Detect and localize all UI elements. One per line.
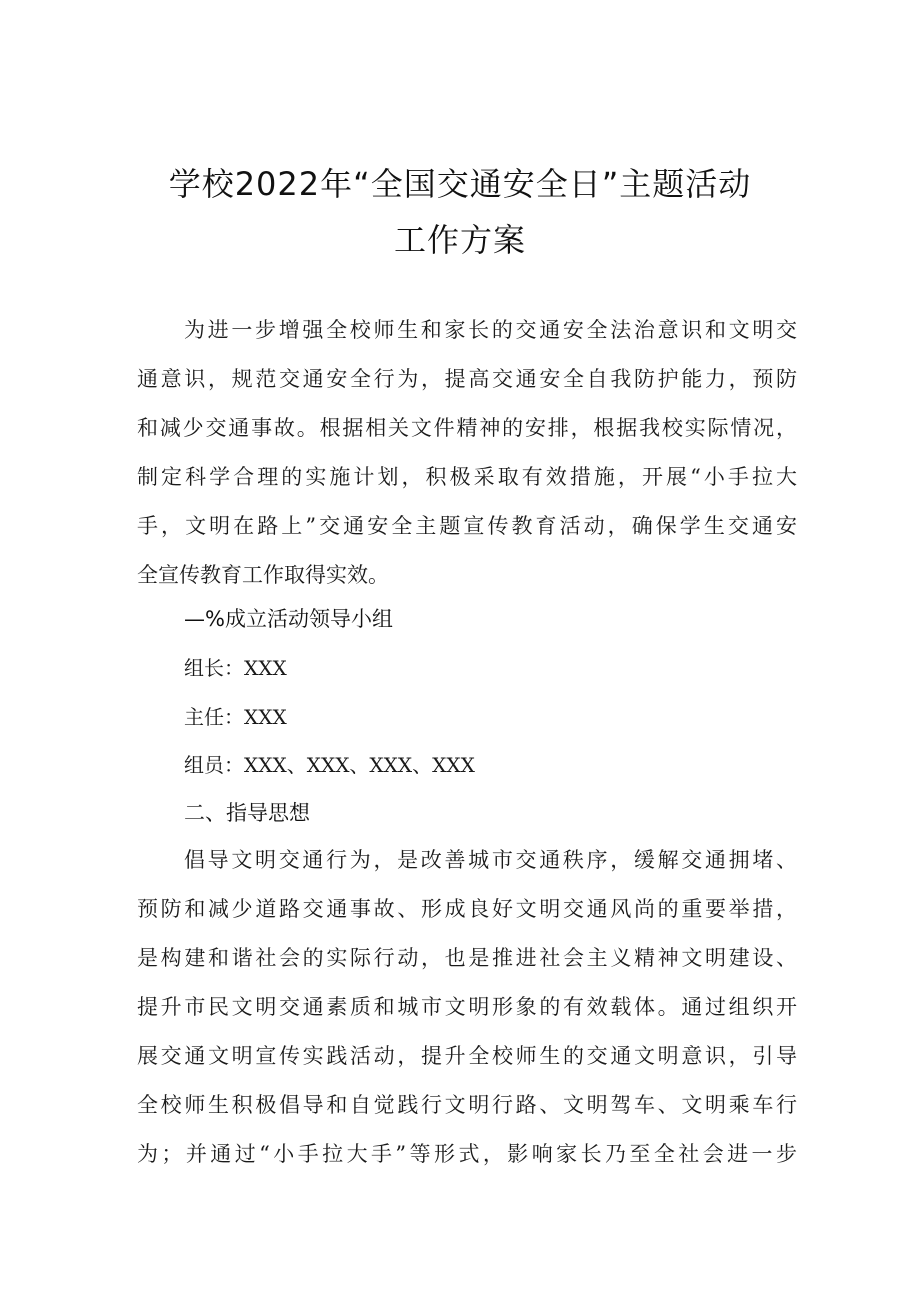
text-line: 通意识，规范交通安全行为，提高交通安全自我防护能力，预防: [137, 367, 797, 391]
text-line: 提升市民文明交通素质和城市文明形象的有效载体。通过组织开: [137, 995, 797, 1019]
text-line: 为；并通过“小手拉大手”等形式，影响家长乃至全社会进一步: [137, 1142, 797, 1166]
text-line: 是构建和谐社会的实际行动，也是推进社会主义精神文明建设、: [137, 946, 797, 970]
text-line: 全宣传教育工作取得实效。: [137, 563, 389, 587]
section-heading-2: 二、指导思想: [184, 801, 310, 825]
text-line: 预防和减少道路交通事故、形成良好文明交通风尚的重要举措，: [137, 897, 797, 921]
intro-paragraph: [137, 306, 797, 600]
text-line: 为进一步增强全校师生和家长的交通安全法治意识和文明交: [184, 318, 797, 342]
document-title: 学校2022年“全国交通安全日”主题活动: [168, 165, 752, 203]
document-title-second-line: 工作方案: [393, 221, 526, 259]
member-director: 主任：XXX: [184, 705, 287, 729]
text-line: 展交通文明宣传实践活动，提升全校师生的交通文明意识，引导: [137, 1044, 797, 1068]
text-line: 倡导文明交通行为，是改善城市交通秩序，缓解交通拥堵、: [184, 848, 797, 872]
text-line: 制定科学合理的实施计划，积极采取有效措施，开展“小手拉大: [137, 465, 797, 489]
member-leader: 组长：XXX: [184, 656, 287, 680]
section-heading-1: —%成立活动领导小组: [184, 607, 393, 631]
text-line: 和减少交通事故。根据相关文件精神的安排，根据我校实际情况，: [137, 416, 797, 440]
text-line: 手，文明在路上”交通安全主题宣传教育活动，确保学生交通安: [137, 514, 797, 538]
member-list: 组员：XXX、XXX、XXX、XXX: [184, 753, 475, 777]
guiding-ideology-paragraph: [137, 836, 797, 1179]
text-line: 全校师生积极倡导和自觉践行文明行路、文明驾车、文明乘车行: [137, 1093, 797, 1117]
